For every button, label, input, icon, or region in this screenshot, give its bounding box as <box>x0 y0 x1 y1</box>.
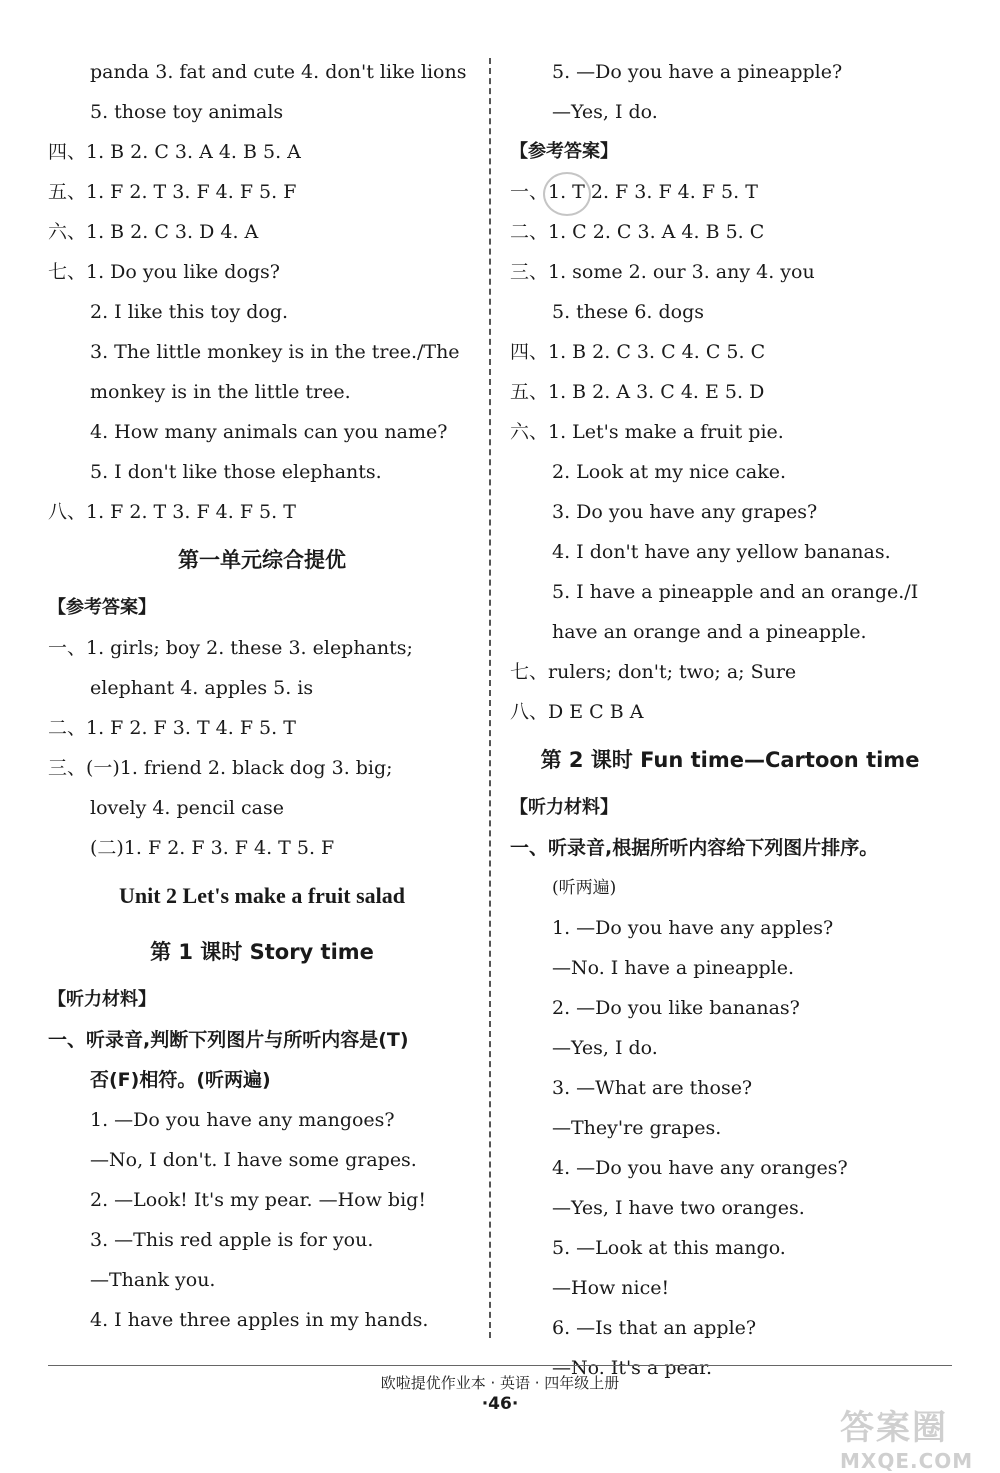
watermark-logo <box>840 1400 990 1473</box>
right-column-line: 一、1. T 2. F 3. F 4. F 5. T <box>510 181 758 203</box>
right-column-line: 2. Look at my nice cake. <box>552 461 787 483</box>
right-column-line: 6. —Is that an apple? <box>552 1317 757 1339</box>
footer-title: 欧啦提优作业本 · 英语 · 四年级上册 <box>380 1374 620 1392</box>
left-column-line: 五、1. F 2. T 3. F 4. F 5. F <box>48 181 297 203</box>
right-column-line: 【参考答案】 <box>510 141 618 162</box>
column-divider <box>489 58 491 1338</box>
left-column-line: 2. —Look! It's my pear. —How big! <box>90 1189 426 1211</box>
ink-stamp <box>543 172 591 216</box>
left-column-line: 三、(一)1. friend 2. black dog 3. big; <box>48 757 393 779</box>
left-column-line: panda 3. fat and cute 4. don't like lions <box>90 61 467 83</box>
left-column-line: 第一单元综合提优 <box>178 548 346 572</box>
right-column-line: 1. —Do you have any apples? <box>552 917 834 939</box>
right-column-line: 七、rulers; don't; two; a; Sure <box>510 661 797 683</box>
left-column-line: 4. I have three apples in my hands. <box>90 1309 429 1331</box>
footer-rule <box>48 1365 952 1366</box>
right-column-line: 【听力材料】 <box>510 797 618 818</box>
right-column-line: 5. —Look at this mango. <box>552 1237 786 1259</box>
left-column <box>48 52 476 1340</box>
right-column-line: (听两遍) <box>552 878 617 898</box>
left-column-line: 一、1. girls; boy 2. these 3. elephants; <box>48 637 413 659</box>
left-column-line: 【参考答案】 <box>48 597 156 618</box>
left-column-line: Unit 2 Let's make a fruit salad <box>119 883 405 908</box>
left-column-line: 七、1. Do you like dogs? <box>48 261 280 283</box>
right-column-line: 二、1. C 2. C 3. A 4. B 5. C <box>510 221 765 243</box>
left-column-line: 4. How many animals can you name? <box>90 421 448 443</box>
right-column-line: 一、听录音,根据所听内容给下列图片排序。 <box>510 837 879 859</box>
watermark-line2: MXQE.COM <box>840 1449 974 1473</box>
left-column-line: 2. I like this toy dog. <box>90 301 289 323</box>
left-column-line: 【听力材料】 <box>48 989 156 1010</box>
left-column-line: 二、1. F 2. F 3. T 4. F 5. T <box>48 717 296 739</box>
right-column-line: —They're grapes. <box>552 1117 722 1139</box>
left-column-line: 六、1. B 2. C 3. D 4. A <box>48 221 259 243</box>
watermark-line1: 答案圈 <box>840 1408 948 1448</box>
left-column-line: 3. —This red apple is for you. <box>90 1229 374 1251</box>
right-column-line: —Yes, I have two oranges. <box>552 1197 805 1219</box>
left-column-line: —No, I don't. I have some grapes. <box>90 1149 417 1171</box>
left-column-line: 一、听录音,判断下列图片与所听内容是(T) <box>48 1029 409 1051</box>
left-column-line: 3. The little monkey is in the tree./The <box>90 341 460 363</box>
right-column-line: 4. —Do you have any oranges? <box>552 1157 848 1179</box>
right-column-line: 3. Do you have any grapes? <box>552 501 818 523</box>
left-column-line: (二)1. F 2. F 3. F 4. T 5. F <box>90 837 335 859</box>
left-column-line: 八、1. F 2. T 3. F 4. F 5. T <box>48 501 296 523</box>
right-column-line: 五、1. B 2. A 3. C 4. E 5. D <box>510 381 765 403</box>
left-column-line: —Thank you. <box>90 1269 216 1291</box>
left-column-line: 四、1. B 2. C 3. A 4. B 5. A <box>48 141 301 163</box>
right-column-line: 5. these 6. dogs <box>552 301 704 323</box>
right-column-line: 5. I have a pineapple and an orange./I <box>552 581 919 603</box>
right-column-line: —Yes, I do. <box>552 1037 658 1059</box>
left-column-line: 第 1 课时 Story time <box>150 940 374 964</box>
right-column-line: —No. I have a pineapple. <box>552 957 795 979</box>
right-column-line: have an orange and a pineapple. <box>552 621 867 643</box>
right-column-line: 4. I don't have any yellow bananas. <box>552 541 891 563</box>
left-column-line: 否(F)相符。(听两遍) <box>90 1069 271 1091</box>
right-column-line: 六、1. Let's make a fruit pie. <box>510 421 784 443</box>
right-column <box>510 52 950 1388</box>
right-column-line: —No. It's a pear. <box>552 1357 713 1379</box>
right-column-line: 八、D E C B A <box>510 701 644 723</box>
right-column-line: 三、1. some 2. our 3. any 4. you <box>510 261 815 283</box>
left-column-line: 1. —Do you have any mangoes? <box>90 1109 395 1131</box>
right-column-line: 2. —Do you like bananas? <box>552 997 800 1019</box>
left-column-line: lovely 4. pencil case <box>90 797 284 819</box>
left-column-line: 5. those toy animals <box>90 101 284 123</box>
page-number: ·46· <box>481 1394 519 1414</box>
right-column-line: 5. —Do you have a pineapple? <box>552 61 843 83</box>
left-column-line: 5. I don't like those elephants. <box>90 461 382 483</box>
right-column-line: 第 2 课时 Fun time—Cartoon time <box>540 748 920 772</box>
left-column-line: elephant 4. apples 5. is <box>90 677 314 699</box>
left-column-line: monkey is in the little tree. <box>90 381 351 403</box>
right-column-line: 四、1. B 2. C 3. C 4. C 5. C <box>510 341 766 363</box>
right-column-line: —How nice! <box>552 1277 670 1299</box>
right-column-line: 3. —What are those? <box>552 1077 753 1099</box>
right-column-line: —Yes, I do. <box>552 101 658 123</box>
